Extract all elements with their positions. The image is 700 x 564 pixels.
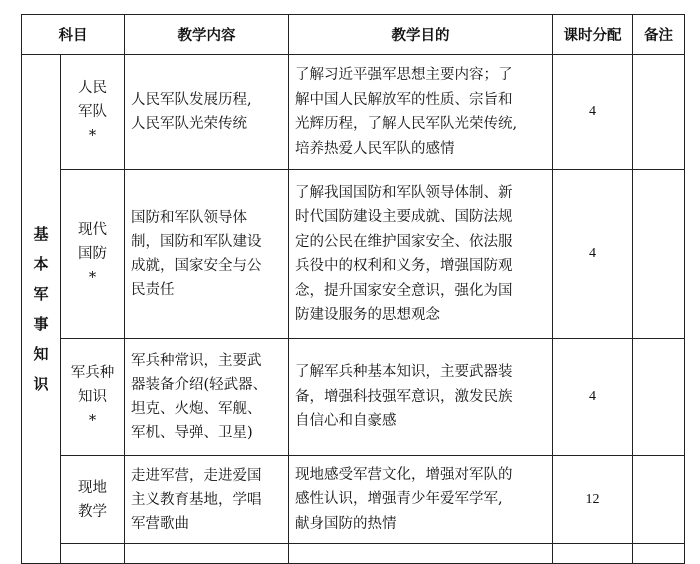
category-cell [22,55,61,564]
table-row [22,456,685,544]
topic-line: 现地 [78,479,107,496]
goal-line: 了解习近平强军思想主要内容；了 [295,67,513,83]
goal-line: 解中国人民解放军的性质、宗旨和 [295,91,513,108]
category-char: 本 [33,255,49,273]
hours-cell: 12 [553,456,633,544]
topic-cell [61,456,125,544]
content-cell [125,339,289,456]
goal-cell [289,55,553,170]
topic-cell [61,170,125,339]
table-row [22,170,685,339]
content-line: 坦克、火炮、军舰、 [131,401,262,417]
content-cell [125,55,289,170]
header-note: 备注 [633,15,685,55]
topic-cell [61,339,125,456]
goal-line: 自信心和自豪感 [295,413,397,430]
content-line: 军机、导弹、卫星) [131,425,253,441]
goal-cell [289,339,553,456]
content-line: 人民军队发展历程, [131,92,252,108]
category-char: 识 [33,375,49,393]
hours-cell: 4 [553,55,633,170]
table-row [22,339,685,456]
note-cell [633,55,685,170]
topic-line: 知识 [78,389,107,405]
header-goal: 教学目的 [289,15,553,55]
hours-cell: 4 [553,170,633,339]
content-line: 国防和军队领导体 [131,210,247,226]
content-line: 制，国防和军队建设 [131,234,262,250]
topic-line: 现代 [78,222,107,238]
category-char: 军 [33,285,49,303]
content-line: 走进军营，走进爱国 [131,467,262,484]
goal-line: 念，提升国家安全意识，强化为国 [295,282,513,299]
hours-cell: 4 [553,339,633,456]
document-page [21,14,684,564]
goal-line: 光辉历程，了解人民军队光荣传统, [295,116,518,132]
topic-line: * [88,128,97,144]
goal-line: 献身国防的热情 [295,515,397,532]
content-cell [125,456,289,544]
content-cell [125,170,289,339]
goal-line: 现地感受军营文化，增强对军队的 [295,466,513,483]
content-line: 军兵种常识，主要武 [131,353,262,369]
header-content: 教学内容 [125,15,289,55]
header-hours: 课时分配 [553,15,633,55]
goal-line: 感性认识，增强青少年爱军学军, [295,491,503,508]
content-line: 主义教育基地，学唱 [131,491,262,508]
goal-line: 时代国防建设主要成就、国防法规 [295,209,513,225]
topic-cell [61,55,125,170]
table-row [22,55,685,170]
content-line: 成就，国家安全与公 [131,258,262,274]
category-char: 知 [33,345,49,363]
content-line: 人民军队光荣传统 [131,116,247,132]
content-line: 民责任 [131,282,175,298]
note-cell [633,456,685,544]
topic-line: 国防 [78,246,107,262]
goal-line: 了解军兵种基本知识，主要武器装 [295,364,513,381]
goal-line: 培养热爱人民军队的感情 [295,140,455,157]
goal-line: 兵役中的权利和义务，增强国防观 [295,258,513,274]
header-subject: 科目 [22,15,125,55]
goal-line: 防建设服务的思想观念 [295,307,440,323]
header-row [22,15,685,55]
topic-line: * [88,413,97,429]
goal-cell [289,170,553,339]
goal-cell [289,456,553,544]
content-line: 军营歌曲 [131,515,189,532]
topic-line: 人民 [78,80,107,96]
note-cell [633,339,685,456]
topic-line: 军队 [78,104,107,120]
topic-line: 教学 [78,503,107,520]
goal-line: 了解我国国防和军队领导体制、新 [295,184,513,201]
curriculum-table [21,14,685,564]
goal-line: 备，增强科技强军意识，激发民族 [295,388,513,405]
note-cell [633,170,685,339]
topic-line: 军兵种 [70,365,115,381]
category-char: 事 [33,315,49,333]
category-char: 基 [33,225,49,243]
content-line: 器装备介绍(轻武器、 [131,377,268,393]
goal-line: 定的公民在维护国家安全、依法服 [295,233,513,250]
topic-line: * [88,270,97,286]
